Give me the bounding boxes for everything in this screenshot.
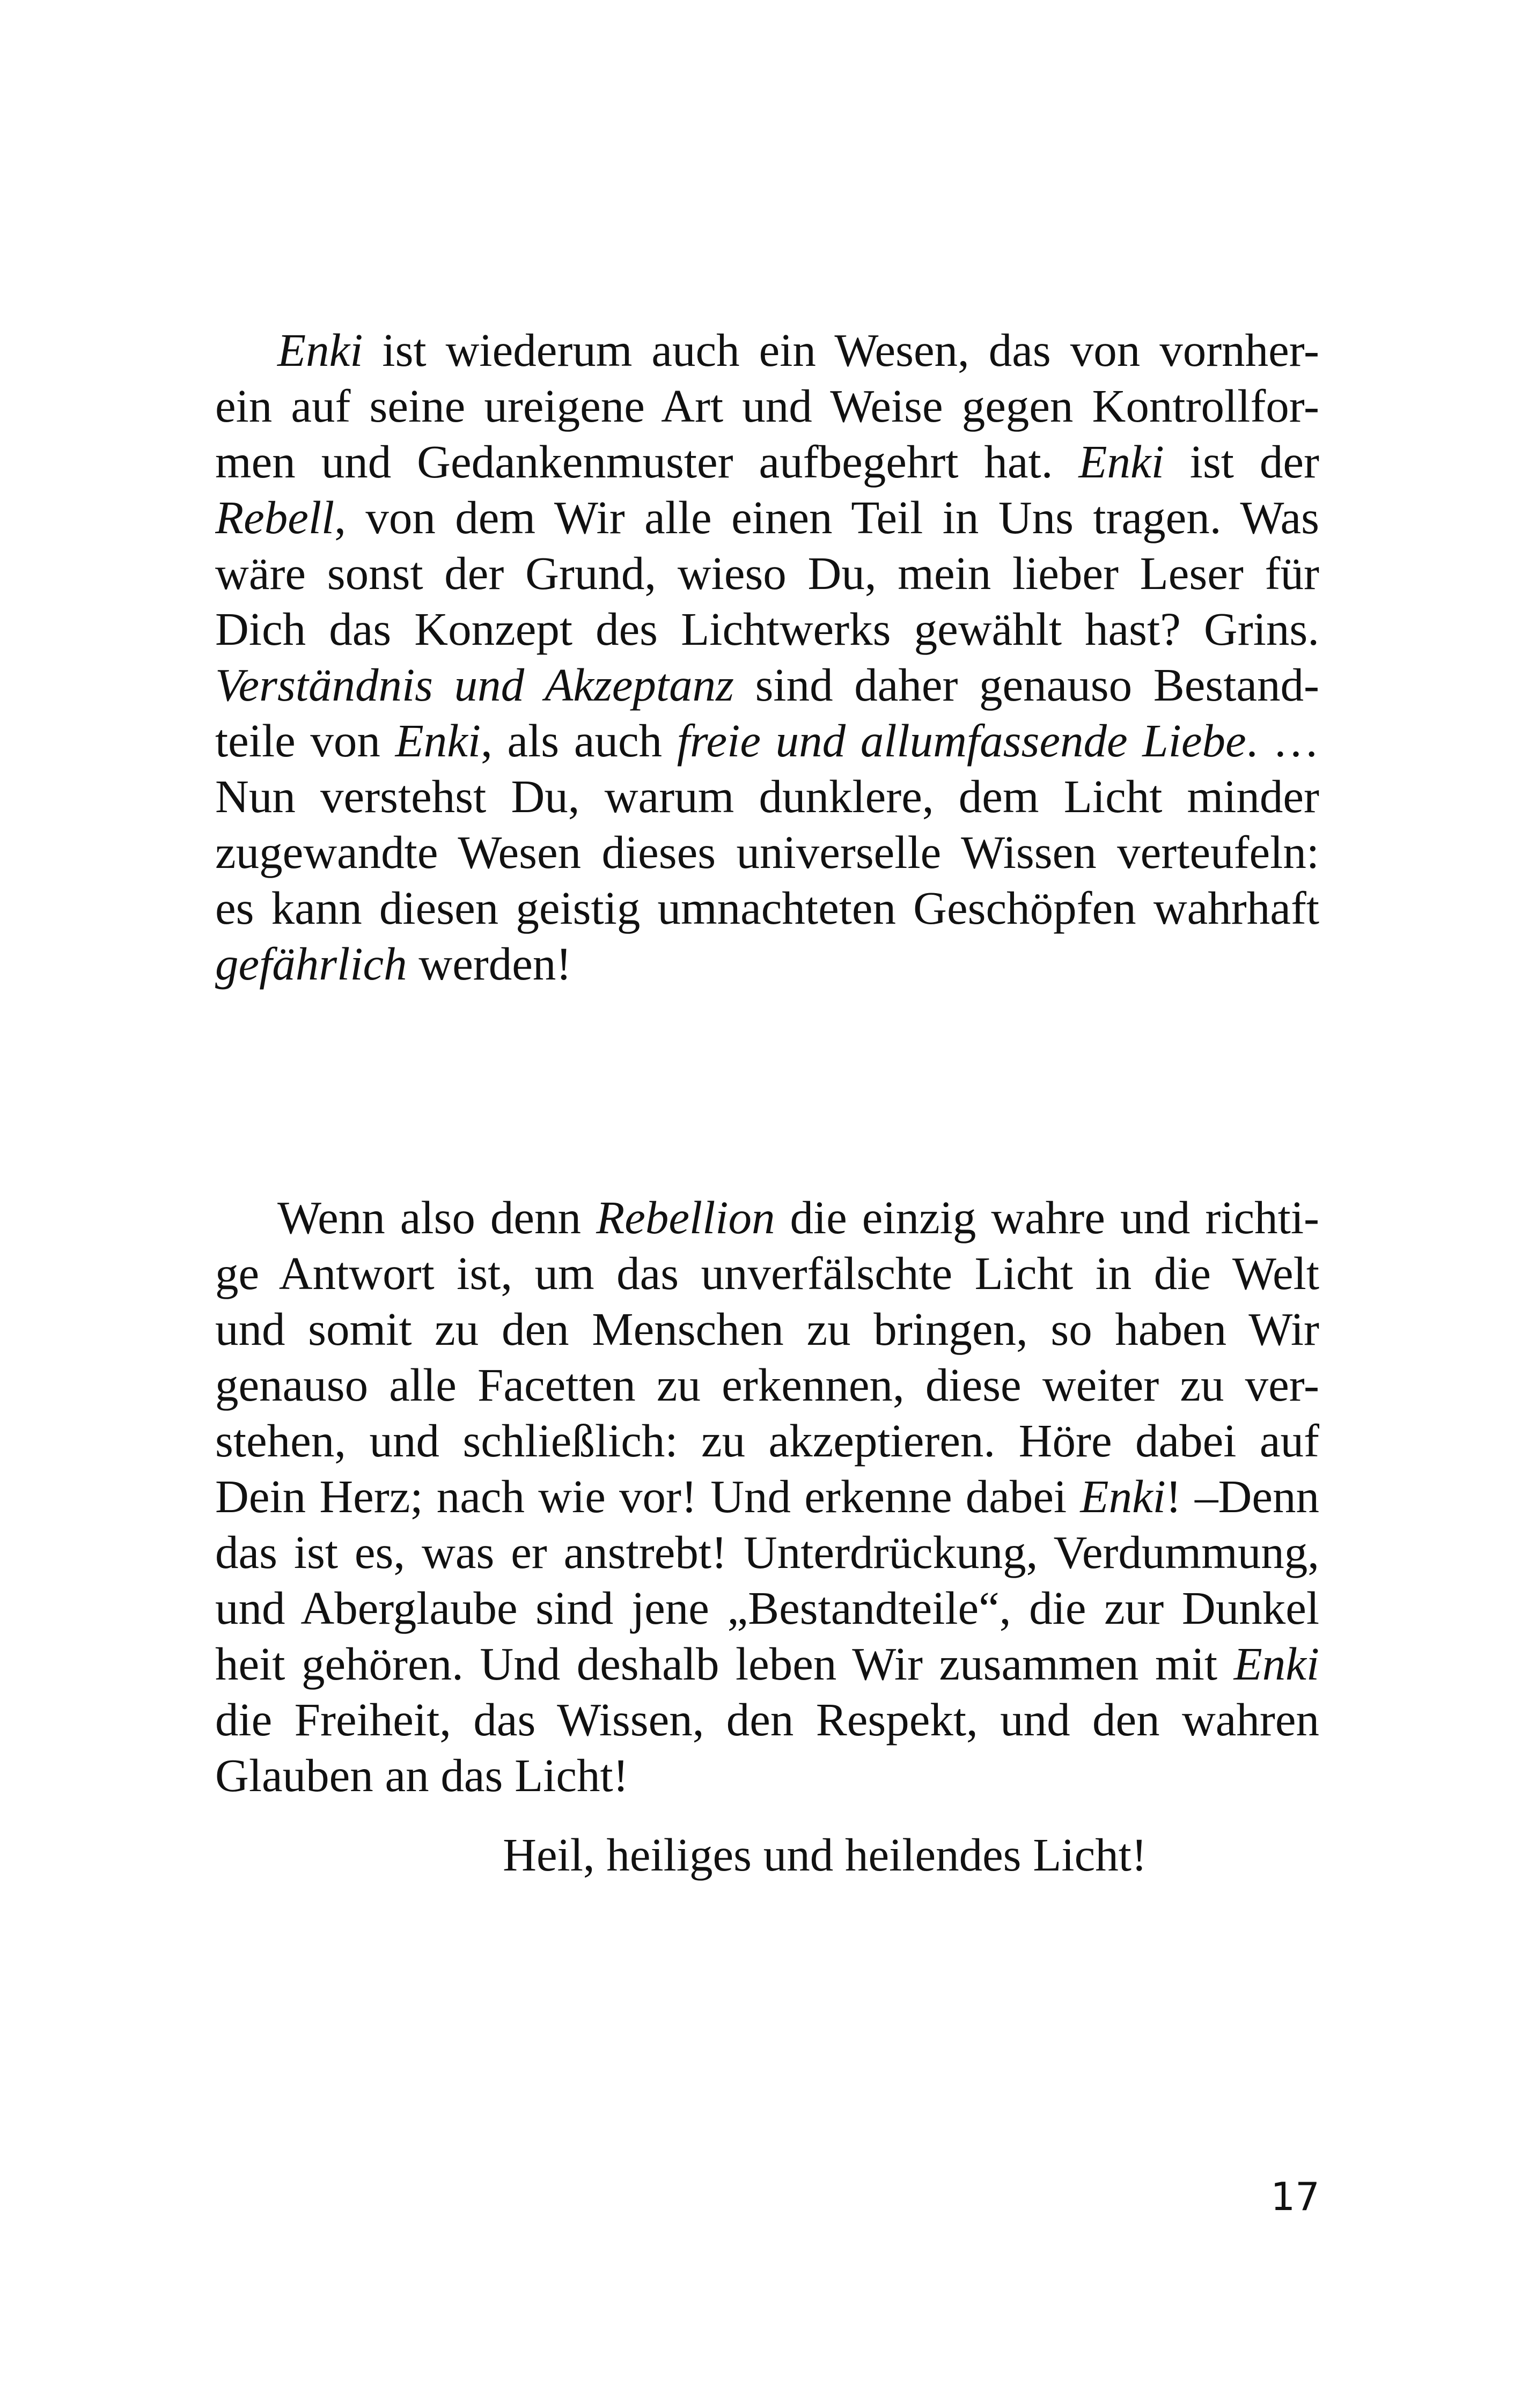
paragraph1-line bbox=[215, 322, 1319, 378]
body-text: wäre sonst der Grund, wieso Du, mein lieber Leser für bbox=[215, 547, 1319, 599]
paragraph2-line bbox=[215, 1246, 1319, 1301]
body-text: heit gehören. Und deshalb leben Wir zusammen mit bbox=[215, 1638, 1234, 1690]
body-text: werden! bbox=[407, 938, 572, 990]
paragraph1-line bbox=[215, 936, 1319, 992]
body-text: sind daher genauso Bestand- bbox=[733, 659, 1319, 711]
body-text: ! –Denn bbox=[1165, 1470, 1319, 1522]
paragraph1-line bbox=[215, 880, 1319, 936]
body-text: teile von bbox=[215, 715, 395, 767]
emphasized-text: gefährlich bbox=[215, 938, 407, 990]
paragraph2-line bbox=[215, 1413, 1319, 1469]
emphasized-text: Enki bbox=[277, 324, 363, 376]
body-text: ein auf seine ureigene Art und Weise gegen Kontrollfor- bbox=[215, 380, 1319, 432]
body-text: Dich das Konzept des Lichtwerks gewählt hast? Grins. bbox=[215, 603, 1319, 655]
body-text: Wenn also denn bbox=[277, 1191, 597, 1243]
body-text: die einzig wahre und richti- bbox=[775, 1191, 1319, 1243]
emphasized-text: Enki bbox=[1233, 1638, 1319, 1690]
paragraph2-line bbox=[215, 1469, 1319, 1525]
paragraph1-line bbox=[215, 546, 1319, 601]
paragraph2-line bbox=[215, 1357, 1319, 1413]
paragraph2-line bbox=[215, 1580, 1319, 1636]
paragraph1-line bbox=[215, 434, 1319, 490]
paragraph1-line bbox=[215, 824, 1319, 880]
emphasized-text: Enki bbox=[1078, 436, 1164, 488]
paragraph2-line bbox=[215, 1748, 1319, 1803]
body-text: men und Gedankenmuster aufbegehrt hat. bbox=[215, 436, 1079, 488]
body-text: ist wiederum auch ein Wesen, das von vornher- bbox=[363, 324, 1319, 376]
paragraph2-line bbox=[215, 1190, 1319, 1246]
paragraph2-line bbox=[215, 1301, 1319, 1357]
paragraph1-line bbox=[215, 769, 1319, 824]
paragraph-rebellion bbox=[215, 1190, 1319, 1803]
paragraph-enki-rebel bbox=[215, 322, 1319, 992]
body-text: Glauben an das Licht! bbox=[215, 1749, 629, 1801]
page-number: 17 bbox=[1270, 2174, 1320, 2219]
paragraph2-line bbox=[215, 1525, 1319, 1580]
body-text: ist der bbox=[1164, 436, 1319, 488]
emphasized-text: Verständnis und Akzeptanz bbox=[215, 659, 734, 711]
emphasized-text: freie und allumfassende Liebe bbox=[677, 715, 1246, 767]
body-text: es kann diesen geistig umnachteten Geschöpfen wahrhaft bbox=[215, 882, 1319, 934]
paragraph2-line bbox=[215, 1636, 1319, 1692]
body-text: stehen, und schließlich: zu akzeptieren. Höre dabei auf bbox=[215, 1415, 1319, 1467]
paragraph1-line bbox=[215, 657, 1319, 713]
paragraph1-line bbox=[215, 601, 1319, 657]
body-text: und somit zu den Menschen zu bringen, so haben Wir bbox=[215, 1303, 1319, 1355]
body-text: genauso alle Facetten zu erkennen, diese weiter zu ver- bbox=[215, 1359, 1319, 1411]
body-text: , als auch bbox=[481, 715, 677, 767]
paragraph1-line bbox=[215, 378, 1319, 434]
emphasized-text: Rebellion bbox=[596, 1191, 775, 1243]
body-text: Nun verstehst Du, warum dunklere, dem Licht minder bbox=[215, 770, 1319, 822]
body-text: , von dem Wir alle einen Teil in Uns tragen. Was bbox=[334, 491, 1319, 543]
paragraph1-line bbox=[215, 490, 1319, 546]
paragraph1-line bbox=[215, 713, 1319, 769]
emphasized-text: Enki bbox=[395, 715, 481, 767]
closing-line: Heil, heiliges und heilendes Licht! bbox=[503, 1829, 1147, 1881]
paragraph2-line bbox=[215, 1692, 1319, 1748]
body-text: ge Antwort ist, um das unverfälschte Licht in die Welt bbox=[215, 1247, 1319, 1299]
body-text: . … bbox=[1246, 715, 1319, 767]
body-text: und Aberglaube sind jene „Bestandteile“, die zur Dunkel bbox=[215, 1582, 1319, 1634]
emphasized-text: Rebell bbox=[215, 491, 335, 543]
body-text: die Freiheit, das Wissen, den Respekt, und den wahren bbox=[215, 1693, 1319, 1746]
body-text: das ist es, was er anstrebt! Unterdrückung, Verdummung, bbox=[215, 1526, 1319, 1578]
emphasized-text: Enki bbox=[1080, 1470, 1166, 1522]
body-text: Dein Herz; nach wie vor! Und erkenne dabei bbox=[215, 1470, 1081, 1522]
body-text: zugewandte Wesen dieses universelle Wissen verteufeln: bbox=[215, 826, 1319, 878]
